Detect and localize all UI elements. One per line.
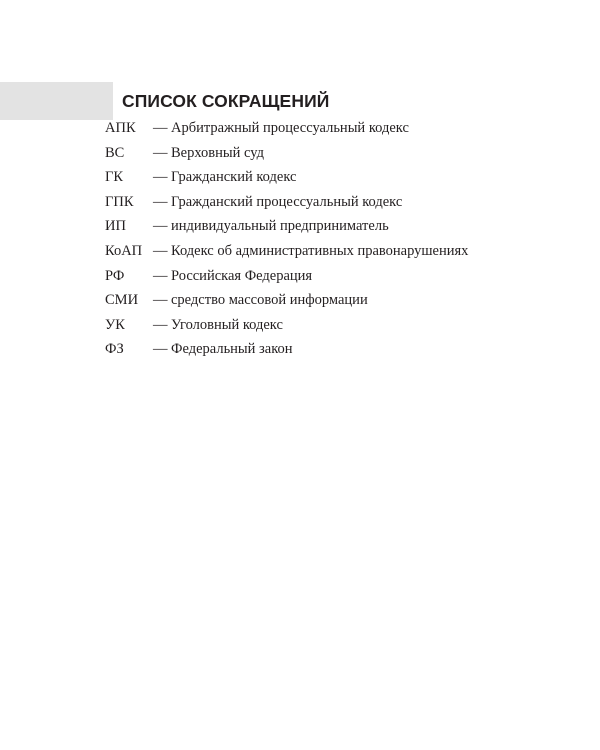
abbreviation-definition: Кодекс об административных правонарушениях (171, 242, 469, 259)
abbreviation-dash: — (153, 144, 168, 161)
abbreviation-term: ГПК (105, 193, 134, 210)
abbreviation-dash: — (153, 169, 168, 186)
abbreviation-definition: средство массовой информации (171, 292, 368, 309)
abbreviation-term: КоАП (105, 242, 143, 259)
abbreviation-row (105, 292, 468, 317)
abbreviation-row (105, 341, 468, 366)
abbreviation-row (105, 317, 468, 342)
abbreviation-term: ИП (105, 218, 126, 235)
abbreviation-row (105, 194, 468, 219)
abbreviation-row (105, 145, 468, 170)
abbreviation-list (105, 120, 468, 366)
abbreviation-row (105, 218, 468, 243)
abbreviation-row (105, 120, 468, 145)
abbreviation-dash: — (153, 120, 168, 136)
heading-accent-bar (0, 82, 113, 120)
abbreviation-definition: Гражданский процессуальный кодекс (171, 193, 403, 210)
abbreviation-definition: Гражданский кодекс (171, 169, 297, 186)
abbreviation-term: ФЗ (105, 341, 124, 358)
abbreviation-term: УК (105, 316, 125, 333)
abbreviation-definition: Верховный суд (171, 144, 264, 161)
page-title: СПИСОК СОКРАЩЕНИЙ (122, 90, 330, 111)
abbreviation-definition: Уголовный кодекс (171, 316, 283, 333)
abbreviation-dash: — (153, 341, 168, 358)
abbreviation-row (105, 243, 468, 268)
abbreviation-term: ВС (105, 144, 125, 161)
abbreviation-dash: — (153, 193, 168, 210)
abbreviation-row (105, 268, 468, 293)
abbreviation-term: СМИ (105, 292, 139, 309)
abbreviation-term: РФ (105, 267, 125, 284)
abbreviation-dash: — (153, 267, 168, 284)
abbreviation-definition: Арбитражный процессуальный кодекс (171, 120, 409, 136)
abbreviation-dash: — (153, 242, 168, 259)
abbreviation-dash: — (153, 316, 168, 333)
abbreviation-dash: — (153, 292, 168, 309)
abbreviation-definition: Федеральный закон (171, 341, 293, 358)
abbreviation-definition: индивидуальный предприниматель (171, 218, 389, 235)
abbreviation-definition: Российская Федерация (171, 267, 313, 284)
abbreviation-term: АПК (105, 120, 136, 136)
abbreviation-row (105, 169, 468, 194)
abbreviation-dash: — (153, 218, 168, 235)
section-heading (0, 82, 329, 120)
abbreviation-term: ГК (105, 169, 124, 186)
